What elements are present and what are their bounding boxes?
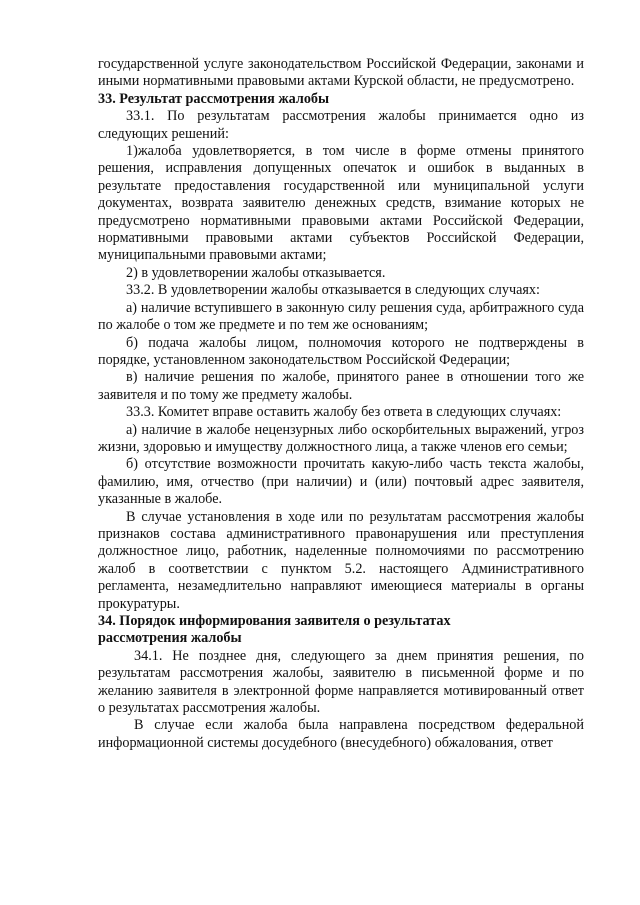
paragraph-33-1: 33.1. По результатам рассмотрения жалобы принимается одно из следующих решений:	[98, 108, 584, 142]
section-34-title-line-2: рассмотрения жалобы	[98, 630, 242, 647]
refusal-item-a: а) наличие вступившего в законную силу решения суда, арбитражного суда по жалобе о том же предмете и по тем же основаниям;	[98, 299, 584, 334]
section-33-title: 33. Результат рассмотрения жалобы	[98, 90, 330, 107]
no-answer-item-b: б) отсутствие возможности прочитать какую-либо часть текста жалобы, фамилию, имя, отчество (при наличии) и (или) почтовый адрес заявителя, указанные в жалобе.	[98, 456, 584, 508]
paragraph-33-3: 33.3. Комитет вправе оставить жалобу без ответа в следующих случаях:	[126, 404, 562, 421]
document-page	[98, 56, 584, 752]
paragraph-34-1: 34.1. Не позднее дня, следующего за днем принятия решения, по результатам рассмотрения жалобы, заявителю в письменной форме и по желанию заявителя в электронной форме направляется мотивированный ответ о результатах рассмотрения жалобы.	[98, 647, 584, 717]
paragraph-33-2: 33.2. В удовлетворении жалобы отказывается в следующих случаях:	[126, 282, 540, 299]
decision-item-1: 1)жалоба удовлетворяется, в том числе в форме отмены принятого решения, исправления допущенных опечаток и ошибок в выданных в результате предоставления государственной или муниципальной услуги документах, возврата заявителю денежных средств, взимание которых не предусмотрено нормативными правовыми актами Российской Федерации, нормативными правовыми актами субъектов Российской Федерации, муниципальными правовыми актами;	[98, 143, 584, 264]
no-answer-item-a: а) наличие в жалобе нецензурных либо оскорбительных выражений, угроз жизни, здоровью и имуществу должностного лица, а также членов его семьи;	[98, 421, 584, 455]
federal-system-paragraph: В случае если жалоба была направлена посредством федеральной информационной системы досудебного (внесудебного) обжалования, ответ	[98, 717, 584, 751]
refusal-item-b: б) подача жалобы лицом, полномочия которого не подтверждены в порядке, установленном законодательством Российской Федерации;	[98, 334, 584, 368]
violation-paragraph: В случае установления в ходе или по результатам рассмотрения жалобы признаков состава административного правонарушения или преступления должностное лицо, работник, наделенные полномочиями по рассмотрению жалоб в соответствии с пунктом 5.2. настоящего Административного регламента, незамедлительно направляют имеющиеся материалы в органы прокуратуры.	[98, 508, 584, 612]
decision-item-2: 2) в удовлетворении жалобы отказывается.	[126, 264, 386, 281]
intro-paragraph: государственной услуге законодательством Российской Федерации, законами и иными нормативными правовыми актами Курской области, не предусмотрено.	[98, 56, 584, 90]
refusal-item-c: в) наличие решения по жалобе, принятого ранее в отношении того же заявителя и по тому же предмету жалобы.	[98, 369, 584, 403]
section-34-title-line-1: 34. Порядок информирования заявителя о результатах	[98, 613, 451, 629]
section-34-title	[98, 613, 584, 648]
